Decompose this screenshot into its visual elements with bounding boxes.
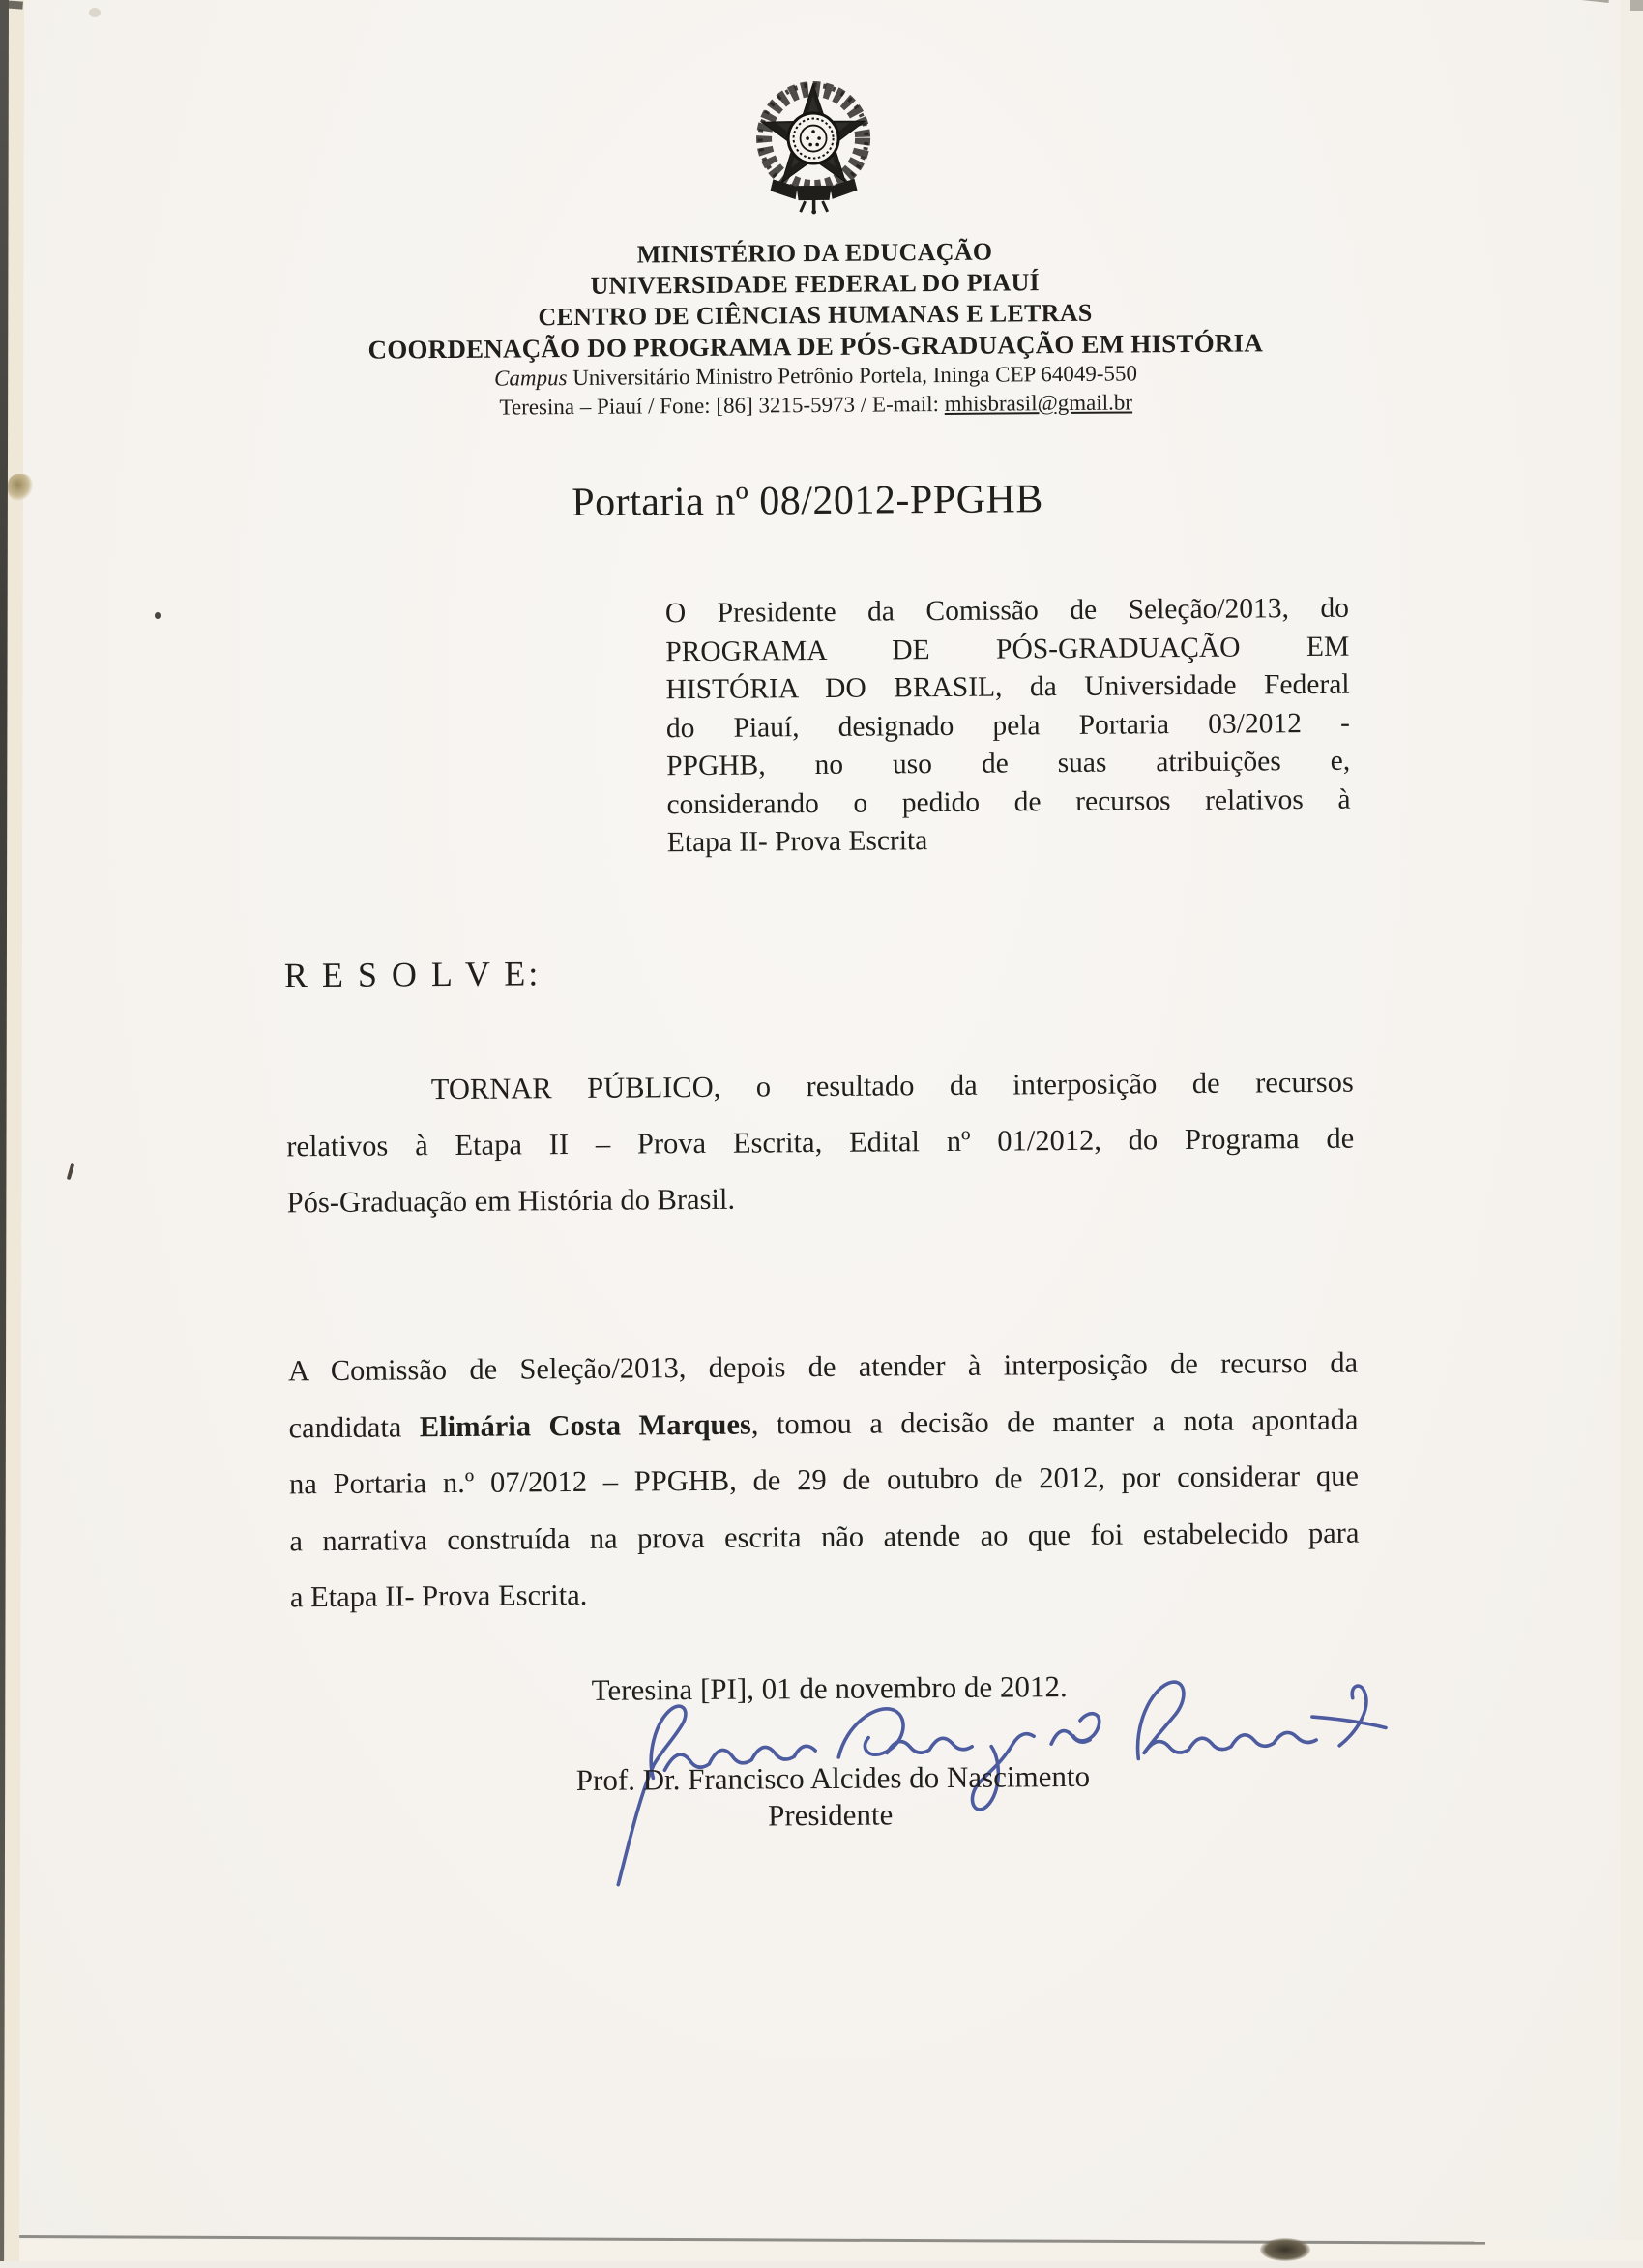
brazil-coat-of-arms-icon [746, 76, 882, 215]
campus-rest: Universitário Ministro Petrônio Portela, Ininga CEP 64049-550 [567, 361, 1138, 391]
considerations-line: considerando o pedido de recursos relativos à [666, 783, 1351, 820]
justification-line: a Etapa II- Prova Escrita. [289, 1577, 588, 1614]
decision-line: relativos à Etapa II – Prova Escrita, Edital nº 01/2012, do Programa de [286, 1121, 1355, 1163]
contact-email: mhisbrasil@gmail.br [944, 390, 1133, 416]
considerations-line: PPGHB, no uso de suas atribuições e, [666, 745, 1351, 782]
staple-mark [8, 474, 33, 501]
considerations-line: PROGRAMA DE PÓS-GRADUAÇÃO EM [665, 631, 1350, 667]
scan-artifact [0, 0, 23, 10]
contact-prefix: Teresina – Piauí / Fone: [86] 3215-5973 / E-mail: [499, 391, 945, 420]
considerations-line: Etapa II- Prova Escrita [666, 825, 928, 859]
justification-line: a narrativa construída na prova escrita não atende ao que foi estabelecido para [289, 1516, 1360, 1557]
campus-word: Campus [494, 366, 568, 391]
decision-line: TORNAR PÚBLICO, o resultado da interposição de recursos [430, 1065, 1354, 1106]
decision-paragraph [286, 1054, 1355, 1231]
paper-right-edge [1621, 0, 1643, 2261]
candidate-suffix: , tomou a decisão de manter a nota apontada [750, 1402, 1359, 1441]
ministry-line: MINISTÉRIO DA EDUCAÇÃO [636, 237, 993, 269]
document-title: Portaria nº 08/2012-PPGHB [572, 477, 1043, 526]
signatory-name: Prof. Dr. Francisco Alcides do Nascimento [575, 1758, 1091, 1798]
scan-smudge [89, 8, 101, 17]
letterhead [0, 231, 1637, 426]
university-line: UNIVERSIDADE FEDERAL DO PIAUÍ [590, 268, 1041, 300]
considerations-line: O Presidente da Comissão de Seleção/2013, do [664, 592, 1350, 630]
coordination-line: COORDENAÇÃO DO PROGRAMA DE PÓS-GRADUAÇÃO EM HISTÓRIA [367, 328, 1264, 365]
justification-line: A Comissão de Seleção/2013, depois de atender à interposição de recurso da [287, 1345, 1359, 1388]
signatory-role: Presidente [767, 1797, 894, 1833]
scan-smudge [1260, 2238, 1310, 2261]
considerations-line: HISTÓRIA DO BRASIL, da Universidade Federal [665, 668, 1350, 706]
decision-line: Pós-Graduação em História do Brasil. [286, 1182, 736, 1220]
candidate-name: Elimária Costa Marques [419, 1407, 751, 1443]
considerations-line: do Piauí, designado pela Portaria 03/2012 - [665, 707, 1350, 744]
considerations-paragraph [665, 590, 1351, 863]
justification-paragraph [288, 1335, 1360, 1626]
ink-speck [155, 612, 161, 619]
justification-line [288, 1391, 1358, 1456]
center-line: CENTRO DE CIÊNCIAS HUMANAS E LETRAS [538, 298, 1093, 332]
justification-line: na Portaria n.º 07/2012 – PPGHB, de 29 de outubro de 2012, por considerar que [288, 1458, 1360, 1501]
resolve-heading: R E S O L V E: [283, 954, 542, 995]
scan-artifact [1630, 0, 1643, 11]
place-date-line: Teresina [PI], 01 de novembro de 2012. [591, 1669, 1068, 1707]
candidate-prefix: candidata [288, 1409, 420, 1444]
